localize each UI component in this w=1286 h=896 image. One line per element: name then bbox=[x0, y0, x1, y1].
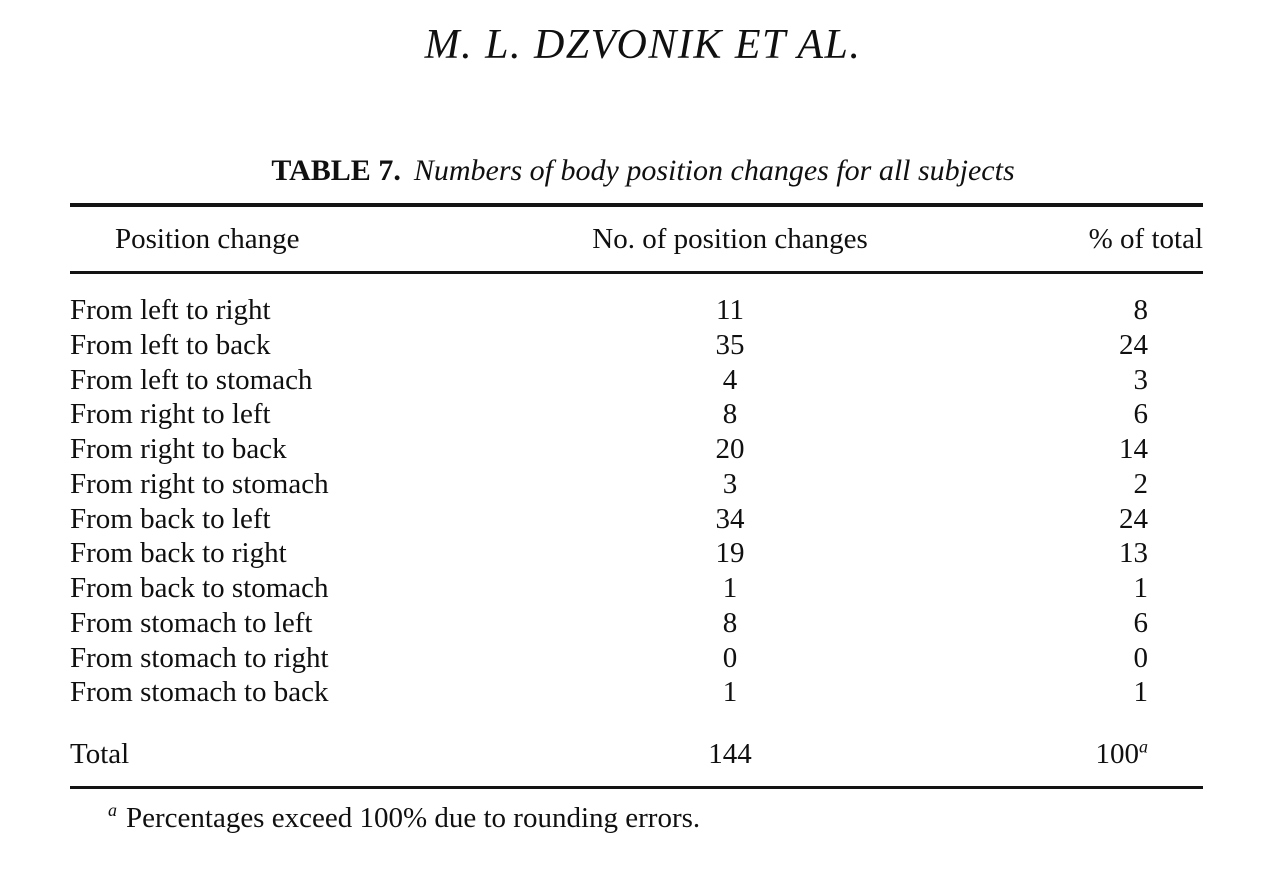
table-header-row bbox=[70, 207, 1203, 271]
row-percent: 0 bbox=[1133, 641, 1148, 674]
table-caption-title: Numbers of body position changes for all subjects bbox=[413, 154, 1015, 187]
document-page bbox=[0, 22, 1286, 896]
row-count: 19 bbox=[715, 537, 745, 570]
total-label: Total bbox=[70, 738, 130, 770]
row-percent: 24 bbox=[1119, 328, 1148, 361]
table-total-row bbox=[70, 737, 1203, 772]
table-body bbox=[70, 274, 1203, 710]
row-label: From stomach to back bbox=[70, 676, 329, 709]
row-count: 20 bbox=[715, 433, 745, 465]
row-count: 4 bbox=[722, 363, 738, 396]
table-row bbox=[70, 571, 1203, 606]
table-caption-label: TABLE 7. bbox=[271, 154, 401, 187]
table-row bbox=[70, 641, 1203, 676]
table-bottom-rule bbox=[70, 786, 1203, 789]
row-count: 35 bbox=[715, 328, 745, 361]
row-count: 11 bbox=[716, 294, 744, 326]
table-footnote bbox=[70, 800, 1203, 837]
row-count: 0 bbox=[722, 641, 738, 674]
table-row bbox=[70, 328, 1203, 363]
table-row bbox=[70, 606, 1203, 641]
row-percent: 1 bbox=[1133, 676, 1148, 709]
column-header-no-of-position-changes: No. of position changes bbox=[592, 222, 868, 255]
row-percent: 3 bbox=[1133, 363, 1148, 396]
total-percent bbox=[960, 737, 1203, 772]
total-count: 144 bbox=[708, 738, 752, 770]
row-percent: 2 bbox=[1133, 467, 1148, 500]
row-label: From left to stomach bbox=[70, 363, 313, 396]
row-label: From right to back bbox=[70, 433, 287, 465]
row-label: From left to right bbox=[70, 294, 271, 326]
running-head: M. L. DZVONIK ET AL. bbox=[424, 22, 862, 68]
row-percent: 1 bbox=[1133, 572, 1148, 604]
row-count: 8 bbox=[722, 398, 738, 431]
table-row bbox=[70, 363, 1203, 398]
row-count: 8 bbox=[722, 606, 738, 639]
table-row bbox=[70, 467, 1203, 502]
row-percent: 24 bbox=[1119, 502, 1148, 535]
row-label: From back to right bbox=[70, 537, 287, 570]
table-row bbox=[70, 675, 1203, 710]
row-count: 3 bbox=[722, 467, 738, 500]
row-label: From back to left bbox=[70, 502, 271, 535]
row-percent: 6 bbox=[1133, 398, 1148, 431]
row-label: From stomach to left bbox=[70, 606, 313, 639]
table-row bbox=[70, 502, 1203, 537]
row-label: From stomach to right bbox=[70, 641, 329, 674]
data-table bbox=[70, 203, 1203, 837]
row-count: 1 bbox=[722, 572, 738, 604]
row-label: From back to stomach bbox=[70, 572, 329, 604]
row-label: From right to left bbox=[70, 398, 271, 431]
row-percent: 14 bbox=[1119, 433, 1148, 465]
row-label: From left to back bbox=[70, 328, 271, 361]
row-percent: 8 bbox=[1133, 294, 1148, 326]
column-header-position-change: Position change bbox=[115, 222, 300, 255]
row-percent: 13 bbox=[1119, 537, 1148, 570]
column-header-percent-of-total: % of total bbox=[1088, 222, 1203, 255]
footnote-text: Percentages exceed 100% due to rounding errors. bbox=[125, 802, 701, 834]
row-label: From right to stomach bbox=[70, 467, 329, 500]
row-percent: 6 bbox=[1133, 606, 1148, 639]
footnote-marker: a bbox=[108, 800, 117, 821]
table-row bbox=[70, 397, 1203, 432]
total-percent-value: 100 bbox=[1095, 738, 1140, 770]
row-count: 1 bbox=[722, 676, 738, 709]
table-row bbox=[70, 536, 1203, 571]
table-row bbox=[70, 293, 1203, 328]
table-row bbox=[70, 432, 1203, 467]
row-count: 34 bbox=[715, 502, 745, 535]
table-caption bbox=[0, 152, 1286, 190]
total-footnote-marker: a bbox=[1139, 736, 1148, 757]
